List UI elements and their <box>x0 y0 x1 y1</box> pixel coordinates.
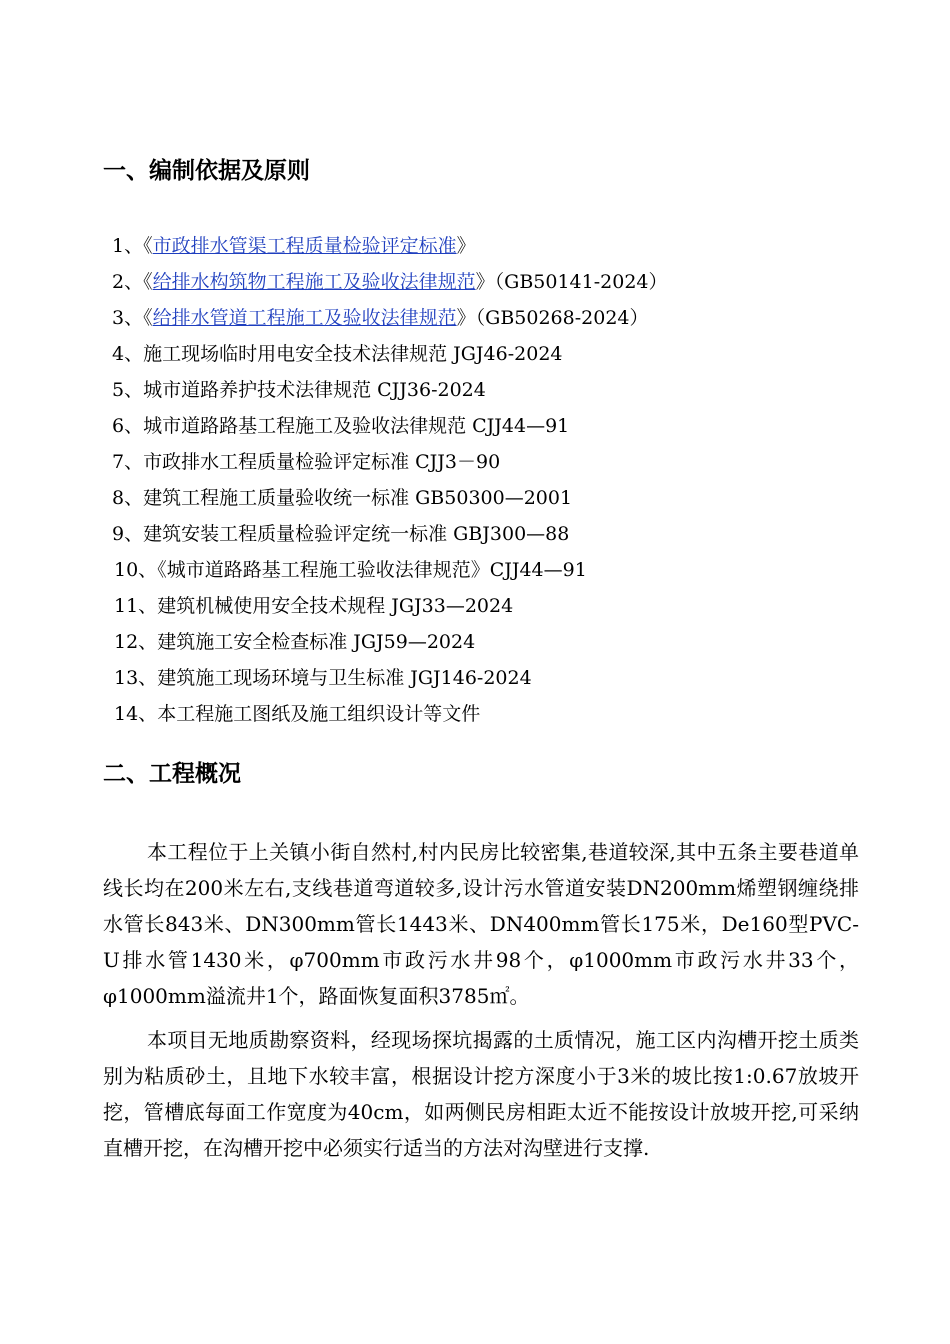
geology-paragraph: 本项目无地质勘察资料，经现场探坑揭露的土质情况，施工区内沟槽开挖土质类别为粘质砂土，且地下水较丰富，根据设计挖方深度小于3米的坡比按1:0.67放坡开挖，管槽底每面工作宽度为40cm，如两侧民房相距太近不能按设计放坡开挖,可采纳直槽开挖，在沟槽开挖中必须实行适当的方法对沟壁进行支撑. <box>103 1028 859 1160</box>
reference-item <box>114 555 668 591</box>
reference-number: 13、 <box>114 667 158 689</box>
reference-item <box>112 483 668 519</box>
reference-title: 城市道路路基工程施工及验收法律规范 CJJ44—91 <box>143 415 570 437</box>
reference-title: 城市道路养护技术法律规范 CJJ36-2024 <box>143 379 486 401</box>
reference-number: 14、 <box>114 703 158 725</box>
reference-title: 建筑工程施工质量验收统一标准 GB50300—2001 <box>143 487 573 509</box>
reference-number: 11、 <box>114 595 158 617</box>
reference-number: 3、 <box>112 307 144 329</box>
reference-item <box>112 375 668 411</box>
reference-open-bracket: 《 <box>143 235 153 257</box>
reference-code: （GB50268-2024） <box>475 307 649 329</box>
reference-close-bracket: 》 <box>456 307 476 329</box>
reference-link[interactable]: 给排水管道工程施工及验收法律规范 <box>152 307 457 329</box>
section-heading-basis: 一、编制依据及原则 <box>103 158 310 184</box>
reference-number: 1、 <box>112 235 144 257</box>
reference-title: 市政排水工程质量检验评定标准 CJJ3－90 <box>143 451 501 473</box>
reference-number: 5、 <box>112 379 144 401</box>
reference-title: 《城市道路路基工程施工验收法律规范》CJJ44—91 <box>157 559 587 581</box>
reference-item <box>114 663 668 699</box>
reference-item <box>112 339 668 375</box>
reference-open-bracket: 《 <box>143 271 153 293</box>
reference-number: 7、 <box>112 451 144 473</box>
reference-item <box>112 411 668 447</box>
reference-item <box>114 591 668 627</box>
reference-item <box>114 627 668 663</box>
reference-title: 本工程施工图纸及施工组织设计等文件 <box>157 703 481 725</box>
reference-close-bracket: 》 <box>475 271 495 293</box>
reference-number: 8、 <box>112 487 144 509</box>
reference-item <box>112 519 668 555</box>
reference-title: 施工现场临时用电安全技术法律规范 JGJ46-2024 <box>143 343 563 365</box>
reference-title: 建筑施工安全检查标准 JGJ59—2024 <box>157 631 476 653</box>
reference-list <box>112 231 668 735</box>
reference-title: 建筑安装工程质量检验评定统一标准 GBJ300—88 <box>143 523 570 545</box>
reference-number: 6、 <box>112 415 144 437</box>
reference-open-bracket: 《 <box>143 307 153 329</box>
reference-title: 建筑施工现场环境与卫生标准 JGJ146-2024 <box>157 667 532 689</box>
reference-link[interactable]: 给排水构筑物工程施工及验收法律规范 <box>152 271 476 293</box>
reference-number: 4、 <box>112 343 144 365</box>
reference-number: 2、 <box>112 271 144 293</box>
overview-paragraph: 本工程位于上关镇小街自然村,村内民房比较密集,巷道较深,其中五条主要巷道单线长均在200米左右,支线巷道弯道较多,设计污水管道安装DN200mm烯塑钢缠绕排水管长843米、DN300mm管长1443米、DN400mm管长175米，De160型PVC-U排水管1430米，φ700mm市政污水井98个，φ1000mm市政污水井33个，φ1000mm溢流井1个，路面恢复面积3785㎡。 <box>103 840 859 1008</box>
section-heading-overview: 二、工程概况 <box>103 761 241 787</box>
reference-item <box>112 231 668 267</box>
reference-close-bracket: 》 <box>456 235 476 257</box>
reference-code: （GB50141-2024） <box>494 271 668 293</box>
reference-link[interactable]: 市政排水管渠工程质量检验评定标准 <box>152 235 457 257</box>
reference-number: 12、 <box>114 631 158 653</box>
reference-title: 建筑机械使用安全技术规程 JGJ33—2024 <box>157 595 514 617</box>
reference-item <box>114 699 668 735</box>
reference-number: 9、 <box>112 523 144 545</box>
reference-item <box>112 303 668 339</box>
reference-item <box>112 447 668 483</box>
reference-number: 10、 <box>114 559 158 581</box>
reference-item <box>112 267 668 303</box>
